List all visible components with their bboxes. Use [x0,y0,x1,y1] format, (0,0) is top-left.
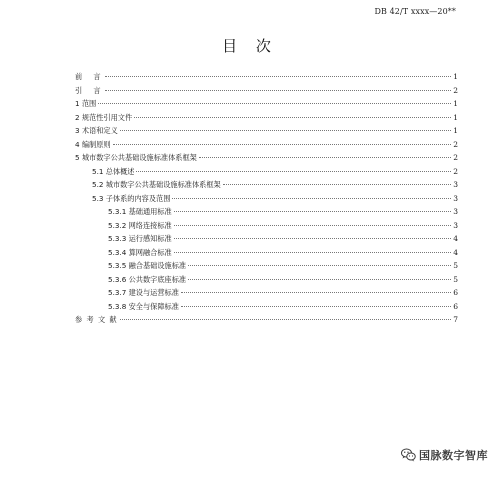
watermark [401,447,488,463]
toc-leader [105,89,452,91]
watermark-text: 国脉数字智库 [419,449,488,462]
toc-label: 5.3.6 公共数字底座标准 [108,274,187,284]
toc-label: 5.3.1 基础通用标准 [108,207,172,216]
toc-label: 2 规范性引用文件 [75,112,133,122]
toc-label: 5.3 子体系的内容及范围 [92,193,171,203]
toc-page-number: 6 [453,288,458,297]
toc-leader [120,318,452,320]
toc-leader [223,183,452,185]
toc-entry-5-3-5[interactable] [108,260,458,272]
toc-entry-5[interactable] [75,152,458,164]
toc-label: 4 编制原则 [75,139,111,149]
toc-entry-5-1[interactable] [92,166,458,178]
toc-label: 5.2 城市数字公共基础设施标准体系框架 [92,180,221,189]
toc-leader [172,197,451,199]
toc-page-number: 1 [453,112,458,122]
toc-label: 5 城市数字公共基础设施标准体系框架 [75,153,197,162]
toc-leader [188,278,451,280]
toc-entry-introduction[interactable] [75,85,458,97]
toc-leader [174,210,452,212]
toc-page-number: 7 [453,315,458,324]
toc-leader [120,129,451,131]
toc-page-number: 2 [453,166,458,176]
toc-page-number: 1 [453,126,458,135]
toc-page-number: 3 [453,220,458,230]
toc-page-number: 3 [453,193,458,203]
toc-entry-5-3-2[interactable] [108,220,458,232]
toc-label: 5.3.8 安全与保障标准 [108,301,179,311]
toc-page-number: 2 [453,139,458,149]
toc-entry-5-3[interactable] [92,193,458,205]
toc-entry-5-3-4[interactable] [108,247,458,259]
toc-label: 1 范围 [75,99,97,108]
toc-entry-5-2[interactable] [92,179,458,191]
toc-label: 引 言 [75,85,103,95]
toc-leader [188,264,451,266]
toc-entry-5-3-1[interactable] [108,206,458,218]
toc-page-number: 2 [453,85,458,95]
toc-page-number: 5 [453,274,458,284]
toc-entry-4[interactable] [75,139,458,151]
toc-leader [174,237,452,239]
toc-entry-5-3-3[interactable] [108,233,458,245]
toc-leader [136,170,451,172]
toc-entry-preface[interactable] [75,71,458,83]
toc-leader [181,305,451,307]
toc-entry-5-3-6[interactable] [108,274,458,286]
toc-entry-1[interactable] [75,98,458,110]
toc-leader [199,156,451,158]
toc-page-number: 1 [453,99,458,108]
wechat-logo-icon [401,448,416,462]
toc-leader [105,75,452,77]
toc-label: 5.3.2 网络连接标准 [108,220,172,230]
page-title: 目 次 [222,37,278,55]
toc-label: 5.3.7 建设与运营标准 [108,288,179,297]
toc-page-number: 3 [453,180,458,189]
toc-page-number: 3 [453,207,458,216]
toc-label: 5.3.5 融合基础设施标准 [108,261,187,270]
toc-page-number: 2 [453,153,458,162]
toc-label: 3 术语和定义 [75,126,118,135]
toc-entry-5-3-7[interactable] [108,287,458,299]
toc-page-number: 6 [453,301,458,311]
toc-entry-3[interactable] [75,125,458,137]
toc-leader [181,291,451,293]
toc-label: 5.3.4 算网融合标准 [108,247,172,257]
toc-page-number: 4 [453,247,458,257]
standard-code: DB 42/T xxxx—20** [374,7,456,16]
toc-leader [174,224,452,226]
toc-label: 前 言 [75,72,103,81]
toc-entry-references[interactable] [75,314,458,326]
toc-page-number: 4 [453,234,458,243]
toc-entry-2[interactable] [75,112,458,124]
toc-page-number: 5 [453,261,458,270]
toc-leader [174,251,452,253]
toc-leader [113,143,452,145]
toc-leader [134,116,451,118]
toc-entry-5-3-8[interactable] [108,301,458,313]
toc-label: 5.3.3 运行感知标准 [108,234,172,243]
toc-leader [98,102,451,104]
toc-page-number: 1 [453,72,458,81]
toc-label: 参 考 文 献 [75,315,118,324]
toc-label: 5.1 总体概述 [92,166,135,176]
